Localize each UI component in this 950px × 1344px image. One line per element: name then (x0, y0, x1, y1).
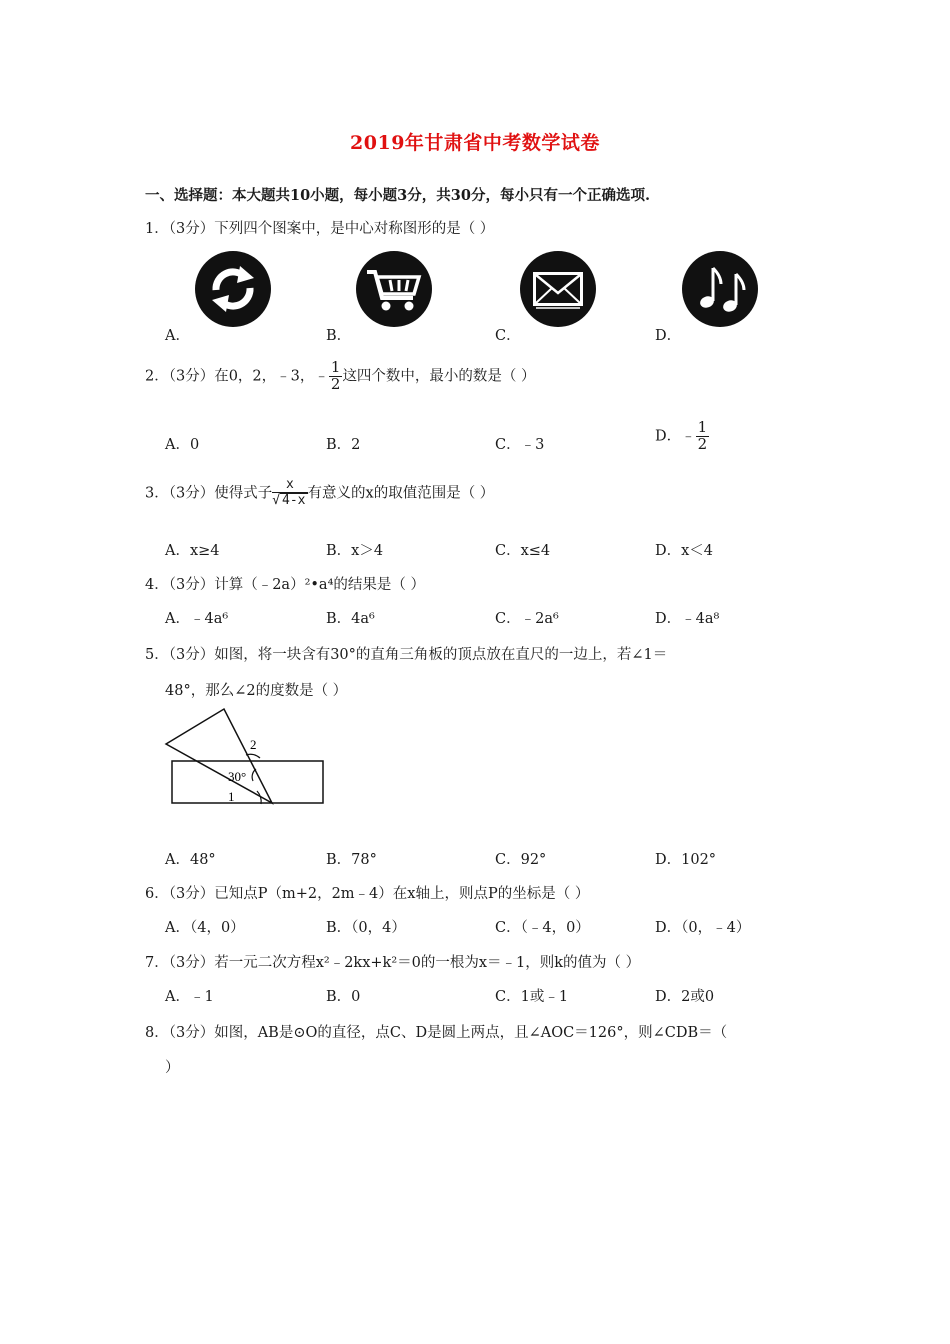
q2-option-a: A．0 (165, 437, 200, 453)
q6-option-b: B．（0，4） (326, 920, 406, 936)
q2-suffix: 这四个数中，最小的数是（ ） (342, 368, 536, 385)
music-notes-icon (681, 250, 759, 328)
q3-option-b: B．x＞4 (326, 543, 384, 559)
q2-d-prefix: D．﹣ (655, 428, 696, 445)
q3-suffix: 有意义的x的取值范围是（ ） (307, 485, 495, 502)
fig-label-1: 1 (228, 789, 235, 804)
question-1-stem: 1．（3分）下列四个图案中，是中心对称图形的是（ ） (145, 221, 495, 237)
ruler-triangle-figure (160, 705, 330, 810)
q3-expression (272, 478, 307, 509)
question-3-stem (145, 478, 494, 509)
q3-option-a: A．x≥4 (165, 543, 220, 559)
q7-option-c: C．1或﹣1 (495, 989, 569, 1005)
q7-option-a: A．﹣1 (165, 989, 214, 1005)
q5-option-d: D．102° (655, 852, 717, 868)
q5-option-b: B．78° (326, 852, 377, 868)
question-7-stem: 7．（3分）若一元二次方程x²﹣2kx+k²＝0的一根为x＝﹣1，则k的值为（ ） (145, 955, 641, 971)
q1-option-d: D． (655, 328, 682, 344)
q1-option-b: B． (326, 328, 352, 344)
fig-label-30: 30° (228, 769, 247, 784)
q7-option-b: B．0 (326, 989, 361, 1005)
q7-option-d: D．2或0 (655, 989, 715, 1005)
question-5-line2: 48°，那么∠2的度数是（ ） (165, 683, 348, 699)
q4-option-c: C．﹣2a⁶ (495, 611, 559, 627)
q3-option-d: D．x＜4 (655, 543, 714, 559)
section-heading: 一、选择题：本大题共10小题，每小题3分，共30分，每小只有一个正确选项. (145, 187, 650, 204)
q2-option-d (655, 420, 709, 453)
shopping-cart-icon (355, 250, 433, 328)
q3-prefix: 3．（3分）使得式子 (145, 485, 273, 502)
q3-option-c: C．x≤4 (495, 543, 551, 559)
q2-option-c: C．﹣3 (495, 437, 545, 453)
q5-option-c: C．92° (495, 852, 547, 868)
question-4-stem: 4．（3分）计算（﹣2a）²•a⁴的结果是（ ） (145, 577, 426, 593)
q6-option-d: D．（0，﹣4） (655, 920, 751, 936)
q6-option-a: A．（4，0） (165, 920, 245, 936)
question-5-line1: 5．（3分）如图，将一块含有30°的直角三角板的顶点放在直尺的一边上，若∠1＝ (145, 647, 668, 663)
q3-expr-den: 4-x (282, 493, 306, 509)
question-6-stem: 6．（3分）已知点P（m+2，2m﹣4）在x轴上，则点P的坐标是（ ） (145, 886, 590, 902)
question-8-line2: ） (165, 1060, 180, 1076)
q2-frac-num: 1 (330, 358, 341, 376)
q4-option-a: A．﹣4a⁶ (165, 611, 229, 627)
triangle-shape (166, 709, 272, 803)
fig-label-2: 2 (250, 737, 257, 752)
q3-expr-num: x (272, 478, 307, 493)
q2-fraction (329, 360, 343, 393)
q1-option-a: A． (165, 328, 190, 344)
question-2-stem (145, 360, 536, 393)
envelope-icon (519, 250, 597, 328)
ruler-shape (172, 761, 323, 803)
q4-option-b: B．4a⁶ (326, 611, 375, 627)
q2-prefix: 2．（3分）在0，2，﹣3，﹣ (145, 368, 329, 385)
q2-d-fraction (696, 420, 710, 453)
sqrt-icon: √ (272, 493, 281, 509)
question-8-line1: 8．（3分）如图，AB是⊙O的直径，点C、D是圆上两点，且∠AOC＝126°，则∠CDB＝（ (145, 1025, 728, 1041)
recycle-arrows-icon (194, 250, 272, 328)
q5-option-a: A．48° (165, 852, 216, 868)
q6-option-c: C．（﹣4，0） (495, 920, 590, 936)
page-title: 2019年甘肃省中考数学试卷 (350, 132, 600, 154)
q2-d-den: 2 (697, 434, 708, 453)
q2-d-num: 1 (697, 418, 708, 436)
angle-1-arc (257, 791, 261, 804)
q2-option-b: B．2 (326, 437, 361, 453)
q2-frac-den: 2 (330, 374, 341, 393)
q1-option-c: C． (495, 328, 521, 344)
q4-option-d: D．﹣4a⁸ (655, 611, 720, 627)
